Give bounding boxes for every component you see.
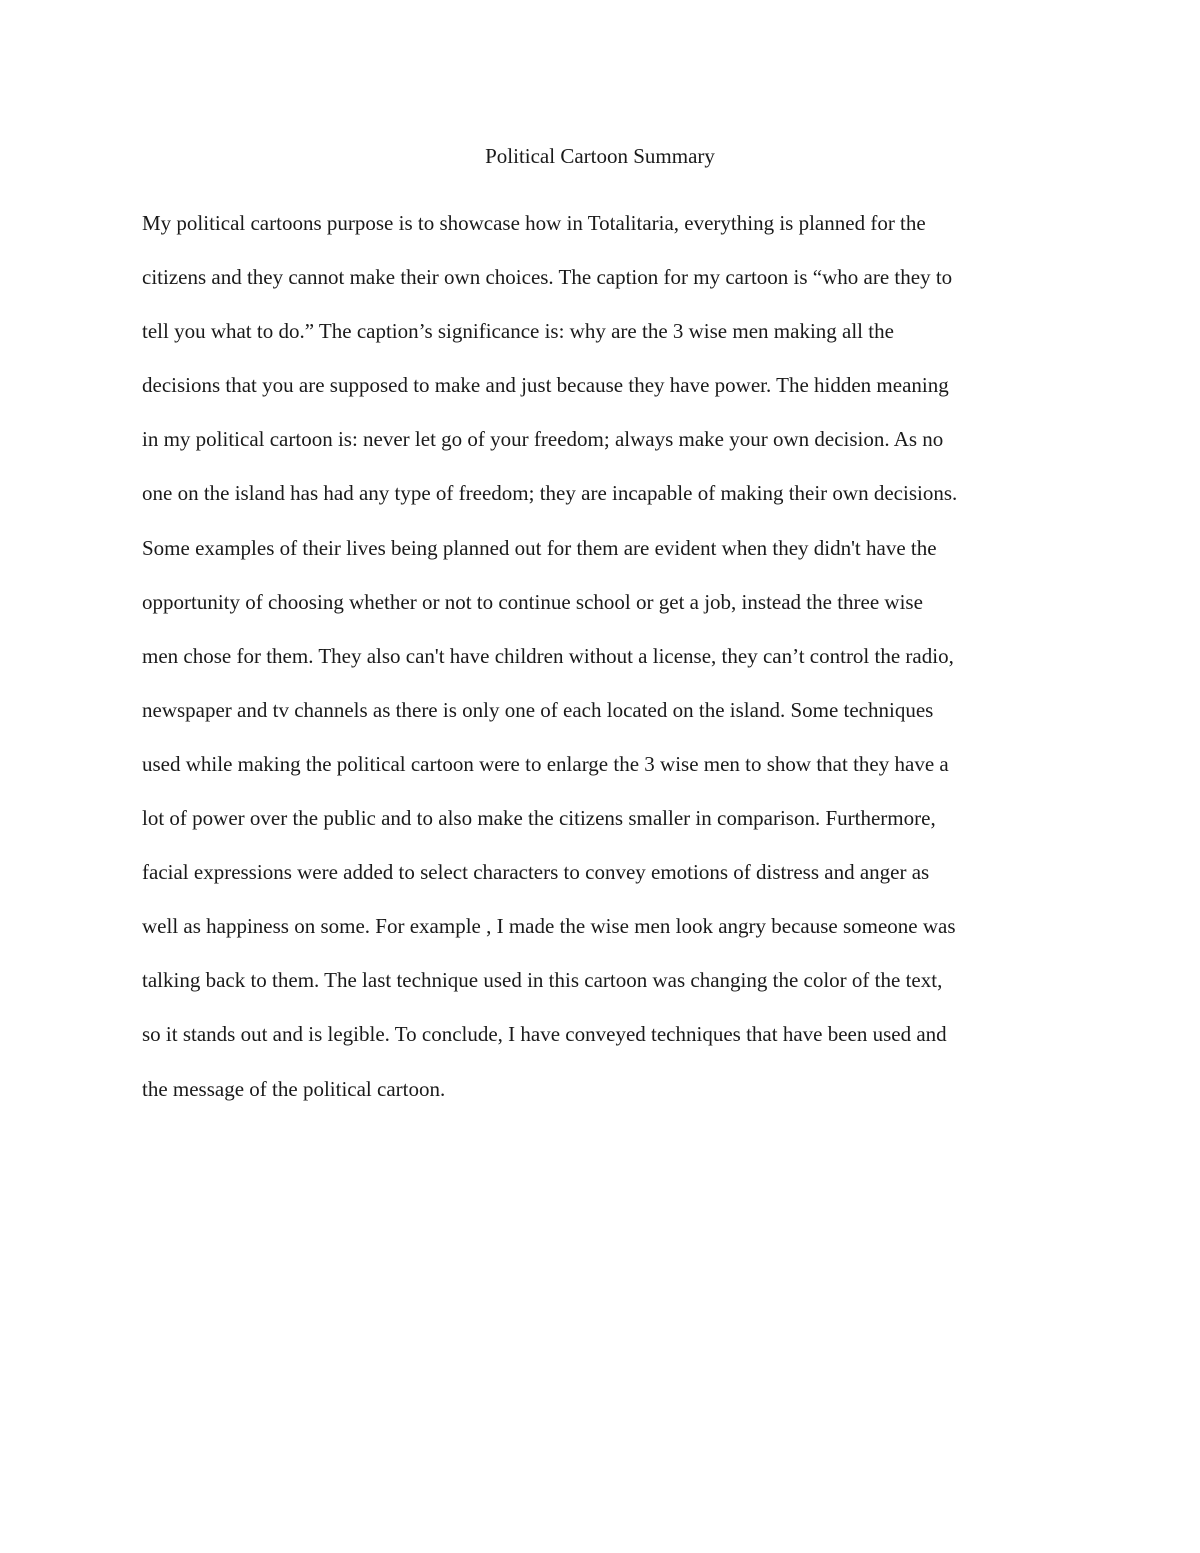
paragraph-line: talking back to them. The last technique used in this cartoon was changing the color of the text, (142, 968, 943, 993)
paragraph-line: in my political cartoon is: never let go of your freedom; always make your own decision. As no (142, 427, 944, 452)
paragraph-line: opportunity of choosing whether or not to continue school or get a job, instead the three wise (142, 589, 923, 614)
paragraph-line: Some examples of their lives being planned out for them are evident when they didn't have the (142, 535, 937, 560)
paragraph-line: citizens and they cannot make their own choices. The caption for my cartoon is “who are they to (142, 265, 953, 290)
paragraph-line: used while making the political cartoon were to enlarge the 3 wise men to show that they have a (142, 751, 949, 776)
paragraph-line: one on the island has had any type of freedom; they are incapable of making their own decisions. (142, 481, 958, 506)
paragraph-line: so it stands out and is legible. To conclude, I have conveyed techniques that have been used and (142, 1022, 947, 1047)
paragraph-line: facial expressions were added to select characters to convey emotions of distress and anger as (142, 860, 930, 885)
paragraph-line: newspaper and tv channels as there is only one of each located on the island. Some techniques (142, 697, 934, 722)
document-title: Political Cartoon Summary (485, 144, 715, 168)
paragraph-line: the message of the political cartoon. (142, 1076, 446, 1101)
paragraph-line: decisions that you are supposed to make and just because they have power. The hidden meaning (142, 373, 949, 398)
paragraph-line: men chose for them. They also can't have children without a license, they can’t control the radio, (142, 643, 954, 668)
paragraph-line: tell you what to do.” The caption’s significance is: why are the 3 wise men making all the (142, 319, 894, 344)
paragraph-line: well as happiness on some. For example , I made the wise men look angry because someone was (142, 914, 956, 939)
paragraph-line: My political cartoons purpose is to showcase how in Totalitaria, everything is planned for the (142, 211, 926, 235)
body-paragraph (142, 196, 1062, 1116)
paragraph-line: lot of power over the public and to also make the citizens smaller in comparison. Furthermore, (142, 806, 936, 831)
